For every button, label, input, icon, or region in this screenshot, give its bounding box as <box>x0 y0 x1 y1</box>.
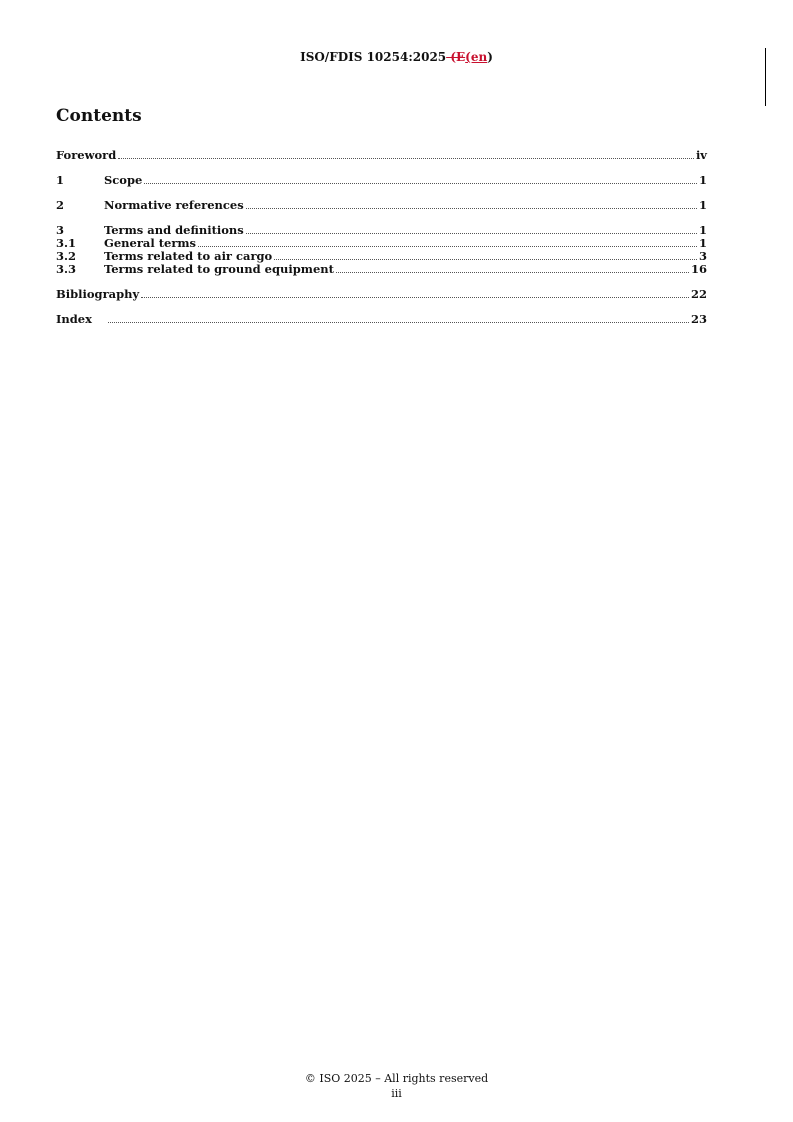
toc-entry-ground-equipment[interactable] <box>56 263 707 276</box>
toc-page-number: 3 <box>698 249 707 263</box>
toc-leader-dots <box>274 258 697 260</box>
toc-label: General terms <box>104 236 197 250</box>
toc-leader-dots <box>118 157 694 159</box>
toc-entry-index[interactable] <box>56 313 707 326</box>
toc-leader-dots <box>198 245 697 247</box>
header-close-paren: ) <box>487 50 493 64</box>
document-header <box>0 50 793 64</box>
toc-page-number: 1 <box>698 198 707 212</box>
toc-entry-foreword[interactable] <box>56 149 707 162</box>
toc-number: 3.2 <box>56 249 77 263</box>
toc-label: Index <box>56 312 92 326</box>
inserted-language-code: (en <box>465 50 488 64</box>
page-footer <box>0 1071 793 1101</box>
toc-page-number: iv <box>695 148 707 162</box>
toc-label: Foreword <box>56 148 117 162</box>
toc-label: Bibliography <box>56 287 140 301</box>
toc-leader-dots <box>246 207 697 209</box>
toc-label: Scope <box>104 173 143 187</box>
page-title: Contents <box>56 106 142 126</box>
copyright-notice: © ISO 2025 – All rights reserved <box>304 1072 489 1085</box>
deleted-language-code: (E <box>446 50 466 64</box>
toc-number: 3 <box>56 223 65 237</box>
toc-entry-scope[interactable] <box>56 174 707 187</box>
toc-leader-dots <box>336 271 689 273</box>
toc-entry-bibliography[interactable] <box>56 288 707 301</box>
toc-page-number: 23 <box>690 312 707 326</box>
toc-number: 3.3 <box>56 262 77 276</box>
document-id: ISO/FDIS 10254:2025 <box>300 50 447 64</box>
table-of-contents <box>56 149 707 326</box>
toc-page-number: 1 <box>698 223 707 237</box>
toc-leader-dots <box>144 182 697 184</box>
page-number: iii <box>391 1087 402 1100</box>
toc-page-number: 16 <box>690 262 707 276</box>
toc-number: 1 <box>56 173 65 187</box>
toc-leader-dots <box>108 321 689 323</box>
toc-page-number: 22 <box>690 287 707 301</box>
toc-number: 3.1 <box>56 236 77 250</box>
toc-label: Terms and definitions <box>104 223 244 237</box>
toc-page-number: 1 <box>698 173 707 187</box>
toc-leader-dots <box>246 232 697 234</box>
toc-leader-dots <box>141 296 689 298</box>
toc-entry-normative-references[interactable] <box>56 199 707 212</box>
toc-label: Terms related to air cargo <box>104 249 273 263</box>
toc-label: Terms related to ground equipment <box>104 262 334 276</box>
toc-page-number: 1 <box>698 236 707 250</box>
toc-number: 2 <box>56 198 65 212</box>
toc-label: Normative references <box>104 198 244 212</box>
change-bar <box>765 48 766 106</box>
